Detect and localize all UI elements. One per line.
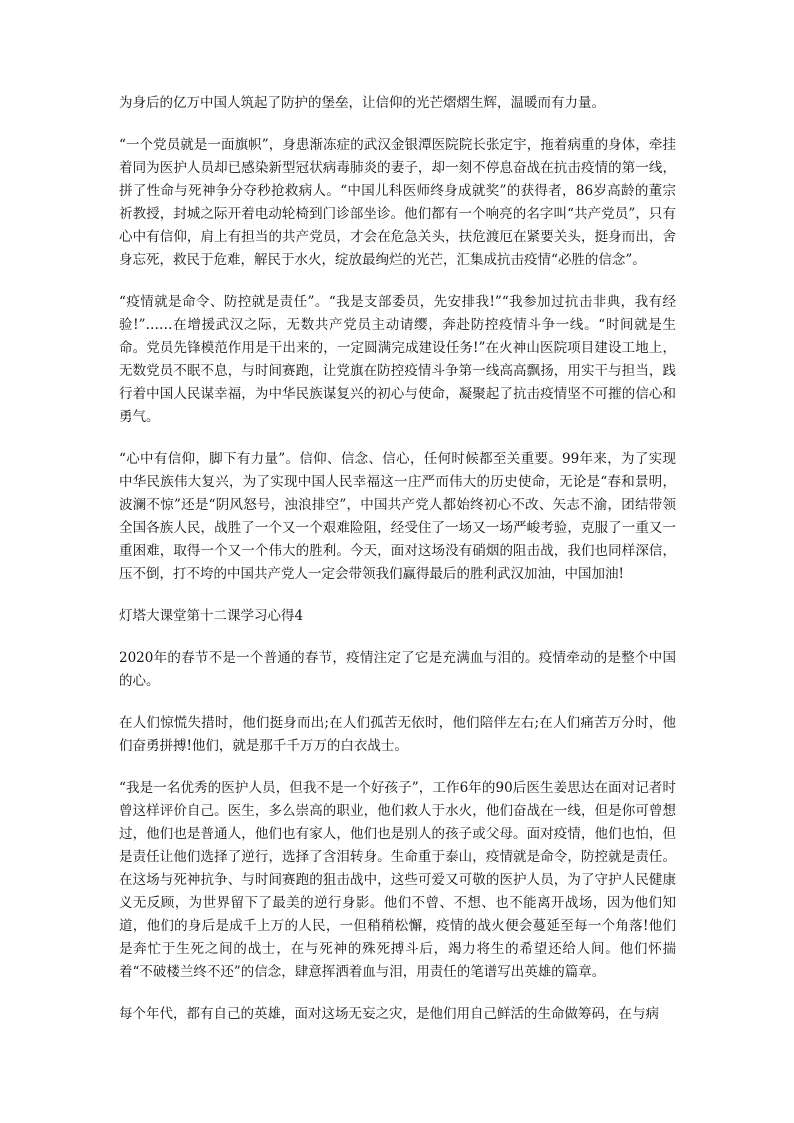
- paragraph: 为身后的亿万中国人筑起了防护的堡垒，让信仰的光芒熠熠生辉，温暖而有力量。: [119, 95, 605, 111]
- paragraph: “一个党员就是一面旗帜”，身患渐冻症的武汉金银潭医院院长张定宇，拖着病重的身体，牵挂着同为医护人员却已感染新型冠状病毒肺炎的妻子，却一刻不停息奋战在抗击疫情的第一线，拼了性命与死神争分夺秒抢救病人。“中国儿科医师终身成就奖”的获得者，86岁高龄的董宗祈教授，封城之际开着电动轮椅到门诊部坐诊。他们都有一个响亮的名字叫“共产党员”，只有心中有信仰，肩上有担当的共产党员，才会在危急关头，扶危渡厄在紧要关头，挺身而出，舍身忘死，救民于危难，解民于水火，绽放最绚烂的光芒，汇集成抗击疫情“必胜的信念”。: [119, 137, 676, 268]
- section-heading: 灯塔大课堂第十二课学习心得4: [119, 608, 304, 624]
- paragraph: “心中有信仰，脚下有力量”。信仰、信念、信心，任何时候都至关重要。99年来，为了实现中华民族伟大复兴，为了实现中国人民幸福这一庄严而伟大的历史使命，无论是“春和景明，波澜不惊”还是“阴风怒号，浊浪排空”，中国共产党人都始终初心不改、矢志不渝，团结带领全国各族人民，战胜了一个又一个艰难险阻，经受住了一场又一场严峻考验，克服了一重又一重困难，取得一个又一个伟大的胜利。今天，面对这场没有硝烟的阻击战，我们也同样深信，压不倒，打不垮的中国共产党人一定会带领我们赢得最后的胜利武汉加油，中国加油!: [119, 451, 676, 582]
- paragraph: “我是一名优秀的医护人员，但我不是一个好孩子”，工作6年的90后医生姜思达在面对记者时曾这样评价自己。医生，多么崇高的职业，他们救人于水火，他们奋战在一线，但是你可曾想过，他们也是普通人，他们也有家人，他们也是别人的孩子或父母。面对疫情，他们也怕，但是责任让他们选择了逆行，选择了含泪转身。生命重于泰山，疫情就是命令，防控就是责任。在这场与死神抗争、与时间赛跑的狙击战中，这些可爱又可敬的医护人员，为了守护人民健康义无反顾，为世界留下了最美的逆行身影。他们不曾、不想、也不能离开战场，因为他们知道，他们的身后是成千上万的人民，一但稍稍松懈，疫情的战火便会蔓延至每一个角落!他们是奔忙于生死之间的战士，在与死神的殊死搏斗后，竭力将生的希望还给人间。他们怀揣着“不破楼兰终不还”的信念，肆意挥洒着血与泪，用责任的笔谱写出英雄的篇章。: [119, 780, 676, 980]
- paragraph: 每个年代，都有自己的英雄，面对这场无妄之灾，是他们用自己鲜活的生命做筹码，在与病: [119, 1006, 659, 1022]
- paragraph: “疫情就是命令、防控就是责任”。“我是支部委员，先安排我!”“我参加过抗击非典，我有经验!”……在增援武汉之际，无数共产党员主动请缨，奔赴防控疫情斗争一线。“时间就是生命。党员先锋模范作用是干出来的，一定圆满完成建设任务!”在火神山医院项目建设工地上，无数党员不眠不息，与时间赛跑，让党旗在防控疫情斗争第一线高高飘扬，用实干与担当，践行着中国人民谋幸福，为中华民族谋复兴的初心与使命，凝聚起了抗击疫情坚不可摧的信心和勇气。: [119, 294, 676, 425]
- document-body: [119, 92, 676, 1045]
- paragraph: 2020年的春节不是一个普通的春节，疫情注定了它是充满血与泪的。疫情牵动的是整个中国的心。: [119, 650, 676, 689]
- paragraph: 在人们惊慌失措时，他们挺身而出;在人们孤苦无依时，他们陪伴左右;在人们痛苦万分时，他们奋勇拼搏!他们，就是那千千万万的白衣战士。: [119, 715, 676, 754]
